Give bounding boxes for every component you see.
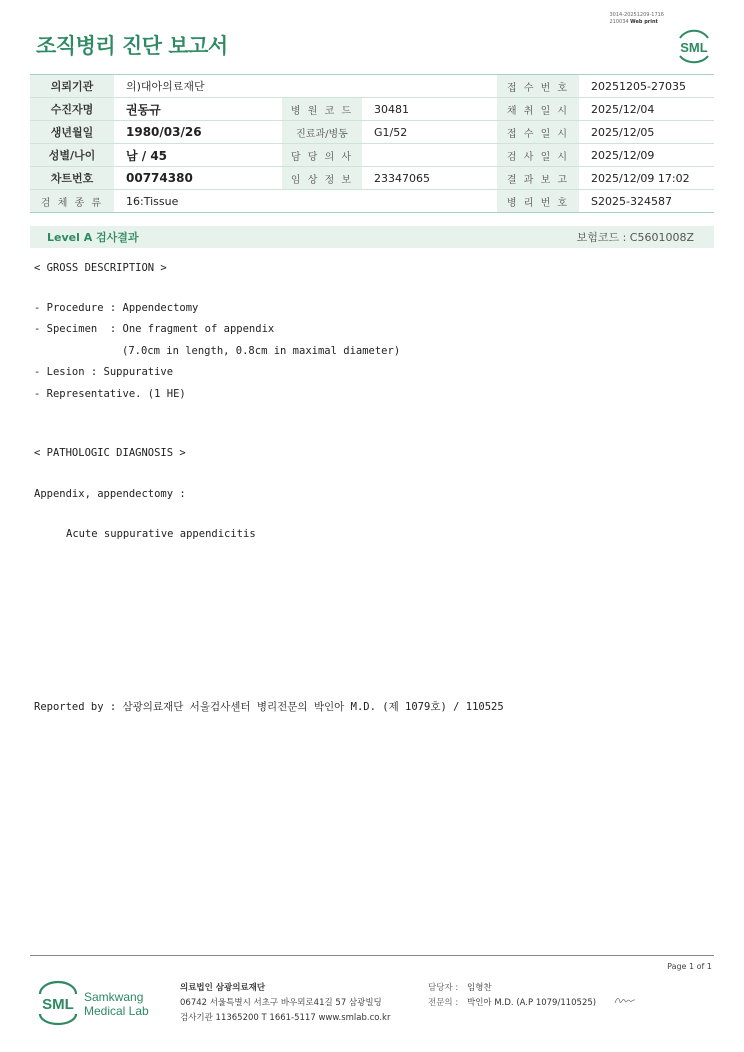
label-receipt-date: 접 수 일 시 bbox=[497, 121, 579, 144]
info-row bbox=[30, 167, 714, 190]
value-birth-date: 1980/03/26 bbox=[114, 121, 282, 144]
footer-contact: 검사기관 11365200 T 1661-5117 www.smlab.co.kr bbox=[180, 1013, 391, 1023]
footer-org: 의료법인 삼광의료재단 bbox=[180, 983, 266, 993]
manager-name: 임형찬 bbox=[467, 983, 492, 993]
value-pathology-number: S2025-324587 bbox=[579, 190, 714, 213]
label-collection-date: 채 취 일 시 bbox=[497, 98, 579, 121]
logo-text: SML bbox=[680, 40, 708, 55]
signature bbox=[614, 993, 636, 1007]
samkwang-logo bbox=[36, 980, 156, 1026]
info-row bbox=[30, 98, 714, 121]
diagnosis-site: Appendix, appendectomy : bbox=[34, 488, 186, 500]
info-row bbox=[30, 121, 714, 144]
label-requester: 의뢰기관 bbox=[30, 75, 114, 98]
value-receipt-date: 2025/12/05 bbox=[579, 121, 714, 144]
label-specimen-type: 검 체 종 류 bbox=[30, 190, 114, 213]
reported-by: Reported by : 삼광의료재단 서울검사센터 병리전문의 박인아 M.D. (제 1079호) / 110525 bbox=[34, 701, 504, 713]
value-receipt-number: 20251205-27035 bbox=[579, 75, 714, 98]
label-sex-age: 성별/나이 bbox=[30, 144, 114, 167]
info-row bbox=[30, 144, 714, 167]
footer-divider bbox=[30, 955, 714, 956]
patient-info-table bbox=[30, 74, 714, 213]
print-code-line2: 210034 bbox=[609, 19, 629, 25]
info-row bbox=[30, 75, 714, 98]
gross-heading: < GROSS DESCRIPTION > bbox=[34, 262, 167, 274]
logo-line1: Samkwang bbox=[84, 990, 144, 1004]
value-patient-name: 권동규 bbox=[114, 98, 282, 121]
label-patient-name: 수진자명 bbox=[30, 98, 114, 121]
value-chart-number: 00774380 bbox=[114, 167, 282, 190]
web-print-label: Web print bbox=[630, 19, 658, 25]
page-number: Page 1 of 1 bbox=[667, 962, 712, 971]
value-doctor bbox=[362, 144, 497, 167]
label-test-date: 검 사 일 시 bbox=[497, 144, 579, 167]
specimen-detail-line: (7.0cm in length, 0.8cm in maximal diameter) bbox=[122, 345, 401, 357]
value-collection-date: 2025/12/04 bbox=[579, 98, 714, 121]
print-code-line1: 3014-20251209-1716 bbox=[609, 12, 664, 18]
specialist-label: 전문의 : bbox=[428, 998, 459, 1008]
logo-text: SML bbox=[42, 996, 74, 1013]
label-clinical-info: 임 상 정 보 bbox=[282, 167, 362, 190]
diagnosis-text: Acute suppurative appendicitis bbox=[66, 528, 256, 540]
info-row bbox=[30, 190, 714, 213]
label-doctor: 담 당 의 사 bbox=[282, 144, 362, 167]
diagnosis-heading: < PATHOLOGIC DIAGNOSIS > bbox=[34, 447, 186, 459]
label-receipt-number: 접 수 번 호 bbox=[497, 75, 579, 98]
label-pathology-number: 병 리 번 호 bbox=[497, 190, 579, 213]
label-result-report: 결 과 보 고 bbox=[497, 167, 579, 190]
lesion-line: - Lesion : Suppurative bbox=[34, 366, 174, 378]
value-specimen-type: 16:Tissue bbox=[114, 190, 282, 213]
manager-label: 담당자 : bbox=[428, 983, 459, 993]
insurance-code: 보험코드 : C5601008Z bbox=[576, 231, 694, 244]
value-requester: 의)대아의료재단 bbox=[114, 75, 282, 98]
value-department: G1/52 bbox=[362, 121, 497, 144]
value-sex-age: 남 / 45 bbox=[114, 144, 282, 167]
empty-cell bbox=[282, 75, 362, 98]
sml-logo-top bbox=[674, 26, 714, 66]
value-clinical-info: 23347065 bbox=[362, 167, 497, 190]
footer-address: 06742 서울특별시 서초구 바우뫼로41길 57 삼광빌딩 bbox=[180, 998, 382, 1008]
empty-cell bbox=[362, 75, 497, 98]
procedure-line: - Procedure : Appendectomy bbox=[34, 302, 199, 314]
logo-line2: Medical Lab bbox=[84, 1004, 149, 1018]
print-code bbox=[609, 12, 664, 26]
specimen-line: - Specimen : One fragment of appendix bbox=[34, 323, 275, 335]
level-label: Level A 검사결과 bbox=[47, 231, 139, 244]
label-department: 진료과/병동 bbox=[282, 121, 362, 144]
specialist-name: 박인아 M.D. (A.P 1079/110525) bbox=[467, 998, 597, 1008]
value-result-report: 2025/12/09 17:02 bbox=[579, 167, 714, 190]
value-test-date: 2025/12/09 bbox=[579, 144, 714, 167]
representative-line: - Representative. (1 HE) bbox=[34, 388, 186, 400]
value-hospital-code: 30481 bbox=[362, 98, 497, 121]
report-title: 조직병리 진단 보고서 bbox=[36, 34, 228, 58]
label-birth-date: 생년월일 bbox=[30, 121, 114, 144]
label-chart-number: 차트번호 bbox=[30, 167, 114, 190]
empty-cell bbox=[282, 190, 362, 213]
label-hospital-code: 병 원 코 드 bbox=[282, 98, 362, 121]
empty-cell bbox=[362, 190, 497, 213]
